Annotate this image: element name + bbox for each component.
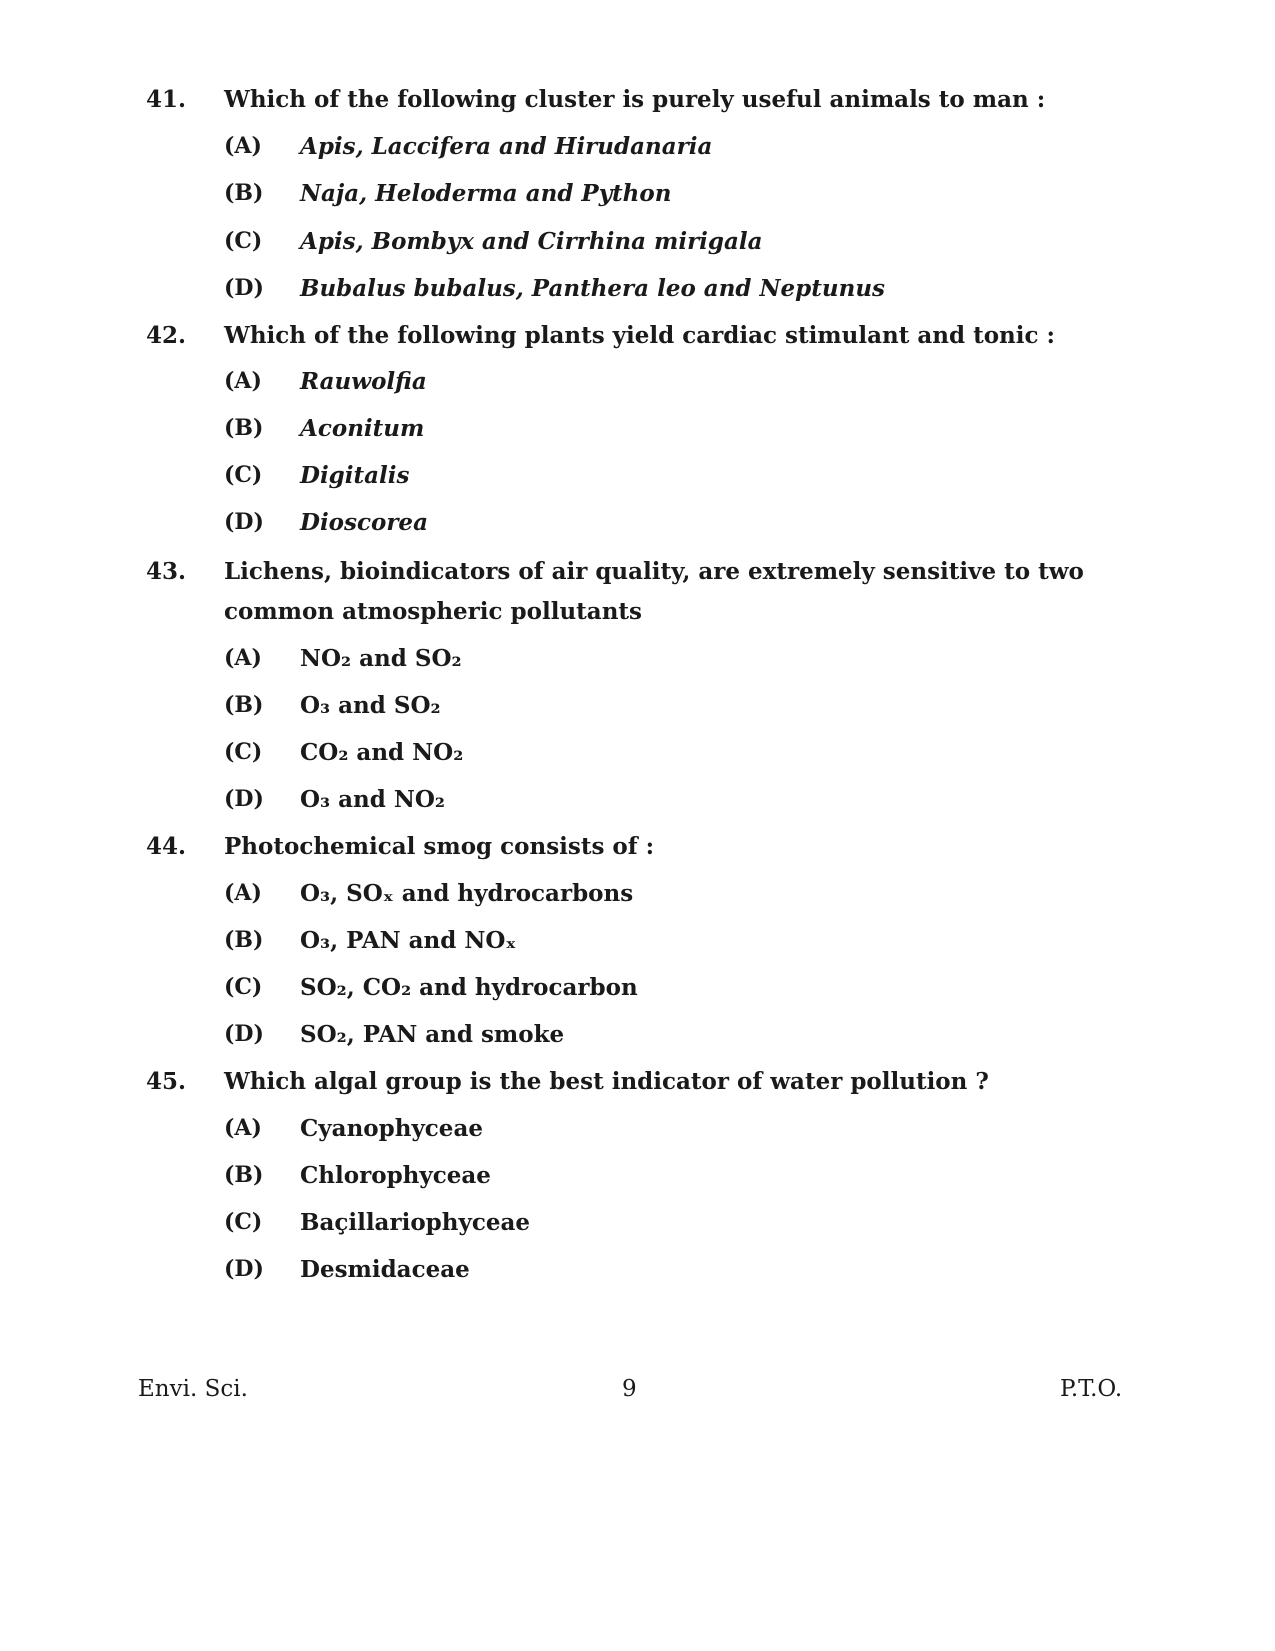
option-text: Bubalus bubalus, Panthera leo and Neptunus	[300, 275, 885, 302]
option-text: Baçillariophyceae	[300, 1209, 530, 1236]
option-text: Apis, Bombyx and Cirrhina mirigala	[300, 228, 763, 255]
option-text: O₃ and SO₂	[300, 692, 441, 719]
option-letter: (C)	[224, 228, 263, 254]
option-letter: (C)	[224, 1209, 263, 1235]
option-letter: (C)	[224, 739, 263, 765]
question-number: 44.	[146, 833, 187, 860]
option-letter: (C)	[224, 462, 263, 488]
option-letter: (B)	[224, 1162, 264, 1188]
footer-page-number: 9	[622, 1376, 637, 1402]
option-text: Cyanophyceae	[300, 1115, 483, 1142]
option-letter: (B)	[224, 927, 264, 953]
option-text: Dioscorea	[300, 509, 428, 536]
question-number: 43.	[146, 558, 187, 585]
option-text: Desmidaceae	[300, 1256, 470, 1283]
question-text: Which of the following cluster is purely useful animals to man :	[224, 86, 1046, 113]
option-text: CO₂ and NO₂	[300, 739, 464, 766]
question-number: 45.	[146, 1068, 187, 1095]
option-letter: (D)	[224, 786, 264, 812]
option-letter: (A)	[224, 1115, 262, 1141]
option-text: SO₂, CO₂ and hydrocarbon	[300, 974, 638, 1001]
option-text: Aconitum	[300, 415, 425, 442]
option-text: Chlorophyceae	[300, 1162, 491, 1189]
option-letter: (C)	[224, 974, 263, 1000]
option-letter: (A)	[224, 645, 262, 671]
option-text: O₃, PAN and NOₓ	[300, 927, 517, 954]
option-text: O₃ and NO₂	[300, 786, 445, 813]
option-letter: (D)	[224, 275, 264, 301]
option-letter: (A)	[224, 880, 262, 906]
option-text: Rauwolfia	[300, 368, 427, 395]
option-letter: (A)	[224, 133, 262, 159]
option-text: Apis, Laccifera and Hirudanaria	[300, 133, 713, 160]
question-text: Lichens, bioindicators of air quality, are extremely sensitive to two common atmospheric pollutants	[224, 558, 1084, 625]
question-text: Which algal group is the best indicator of water pollution ?	[224, 1068, 989, 1095]
option-text: NO₂ and SO₂	[300, 645, 462, 672]
option-text: Naja, Heloderma and Python	[300, 180, 672, 207]
option-text: Digitalis	[300, 462, 410, 489]
footer-pto: P.T.O.	[1060, 1376, 1123, 1402]
question-text: Photochemical smog consists of :	[224, 833, 655, 860]
option-letter: (D)	[224, 1021, 264, 1047]
option-letter: (B)	[224, 180, 264, 206]
option-text: O₃, SOₓ and hydrocarbons	[300, 880, 634, 907]
question-number: 42.	[146, 322, 187, 349]
option-letter: (B)	[224, 415, 264, 441]
option-text: SO₂, PAN and smoke	[300, 1021, 565, 1048]
option-letter: (B)	[224, 692, 264, 718]
question-text: Which of the following plants yield cardiac stimulant and tonic :	[224, 322, 1055, 349]
option-letter: (D)	[224, 509, 264, 535]
option-letter: (A)	[224, 368, 262, 394]
footer-subject: Envi. Sci.	[138, 1376, 248, 1402]
question-number: 41.	[146, 86, 187, 113]
option-letter: (D)	[224, 1256, 264, 1282]
